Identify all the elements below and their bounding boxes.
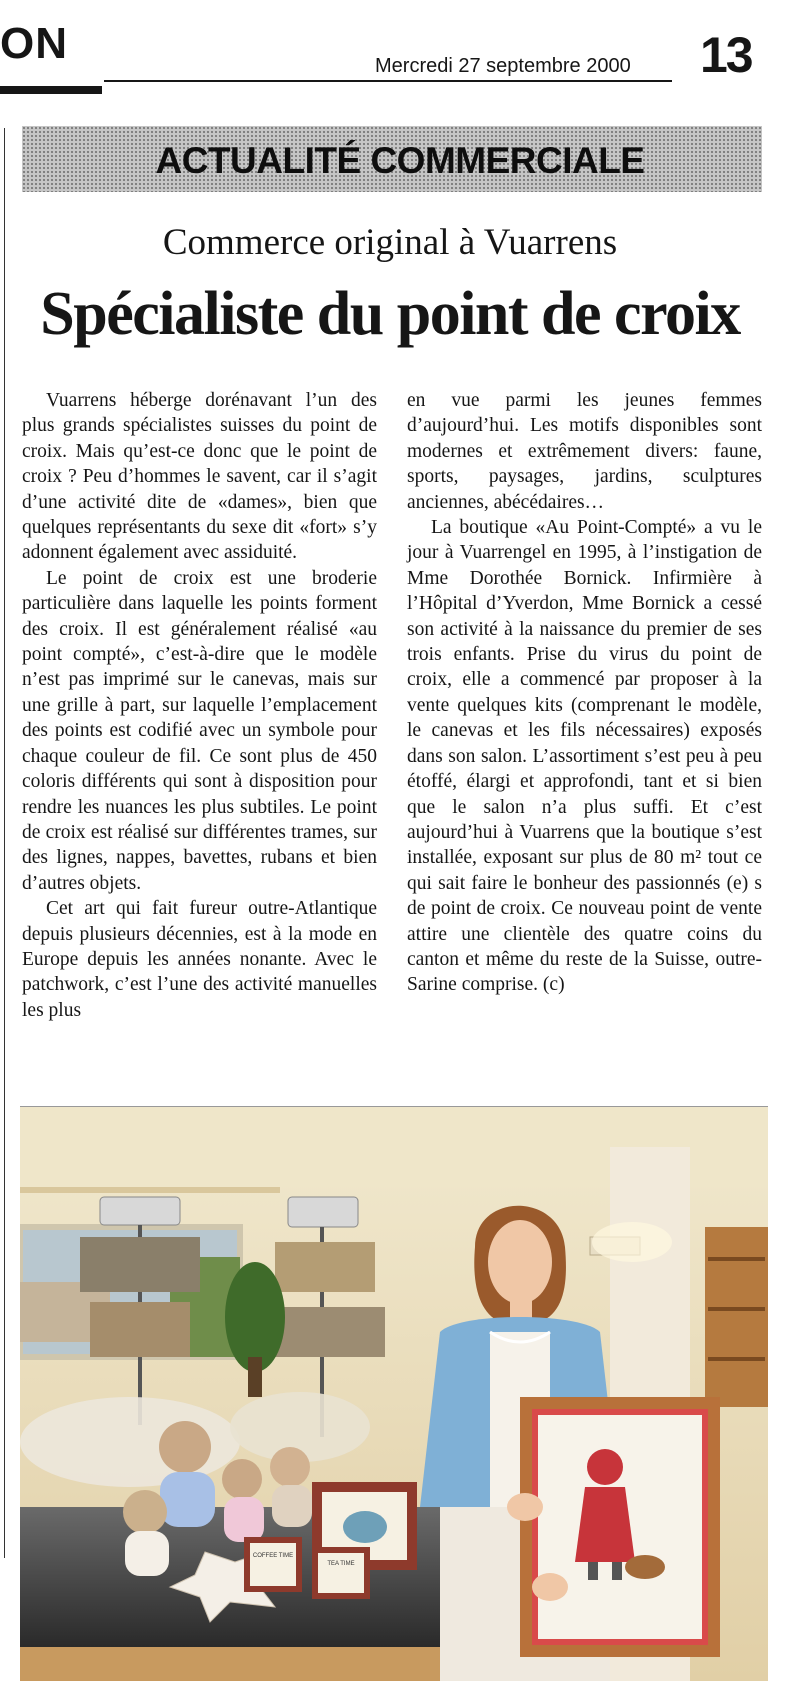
- paragraph: Vuarrens héberge dorénavant l’un des plus grands spécialistes suisses du point de croix. Mais qu’est-ce donc que le point de croix ? Peu d’hommes le savent, car il s’agit d’une activité dite de «dames», bien que quelques représentants du sexe dit «fort» s’y adonnent également avec assiduité.: [22, 390, 377, 564]
- display-rack: [100, 1197, 180, 1225]
- paragraph: Le point de croix est une broderie particulière dans laquelle les points forment des croix. Il est généralement réalisé «au point compté», c’est-à-dire que le modèle n’est pas imprimé sur le canevas, mais sur une grille à part, sur laquelle l’emplacement des points est codifié avec un symbole pour chaque couleur de fil. Ce sont plus de 450 coloris différents qui sont à disposition pour rendre les nuances les plus subtiles. Le point de croix est réalisé sur différentes trames, sur des lignes, nappes, bavettes, rubans et bien d’autres objets.: [22, 567, 377, 894]
- teddy-bear: [222, 1459, 262, 1499]
- article-headline: Spécialiste du point de croix: [40, 280, 740, 348]
- page-number: 13: [700, 27, 752, 83]
- coffee-time-label: COFFEE TIME: [252, 1553, 294, 1559]
- doll-figure: [587, 1449, 623, 1485]
- article-kicker: Commerce original à Vuarrens: [162, 222, 618, 263]
- tea-time-label: TEA TIME: [327, 1561, 355, 1567]
- teddy-bear: [159, 1421, 211, 1473]
- issue-date: Mercredi 27 septembre 2000: [375, 55, 631, 77]
- shop-photo: [20, 1106, 768, 1681]
- section-banner-title: ACTUALITÉ COMMERCIALE: [155, 140, 645, 181]
- article-column-2: [407, 388, 762, 998]
- paragraph: Cet art qui fait fureur outre-Atlantique depuis plusieurs décennies, est à la mode en Europe depuis les années nonante. Avec le patchwork, c’est l’une des activité manuelles les plus: [22, 898, 377, 1021]
- paragraph: La boutique «Au Point-Compté» a vu le jour à Vuarrengel en 1995, à l’instigation de Mme Dorothée Bornick. Infirmière à l’Hôpital d’Yverdon, Mme Bornick a cessé son activité à la naissance du premier de ses trois enfants. Prise du virus du point de croix, elle a commencé par proposer à la vente quelques kits (comprenant le modèle, le canevas et les fils nécessaires) exposés dans son salon. L’assortiment s’est peu à peu étoffé, élargi et approfondi, tant et si bien que le salon n’a plus suffi. Et c’est aujourd’hui à Vuarrens que la boutique s’est installée, exposant sur plus de 80 m² tout ce qui sait faire le bonheur des passionnés (e) s de point de croix. Ce nouveau point de vente attire une clientèle des quatre coins du canton et même du reste de la Suisse, outre-Sarine comprise. (c): [407, 517, 762, 996]
- teddy-bear: [270, 1447, 310, 1487]
- plant: [225, 1262, 285, 1372]
- shelf: [705, 1227, 768, 1407]
- paragraph: en vue parmi les jeunes femmes d’aujourd’hui. Les motifs disponibles sont modernes et extrêmement divers: faune, sports, paysages, jardins, sculptures anciennes, abécédaires…: [407, 390, 762, 513]
- teddy-bear: [123, 1490, 167, 1534]
- woman-face: [488, 1220, 552, 1304]
- article-column-1: [22, 388, 377, 1023]
- shop-photo-illustration: [20, 1107, 768, 1681]
- header-rule: [104, 80, 672, 82]
- section-underline: [0, 86, 102, 94]
- section-label: ON: [0, 19, 68, 68]
- display-rack: [288, 1197, 358, 1227]
